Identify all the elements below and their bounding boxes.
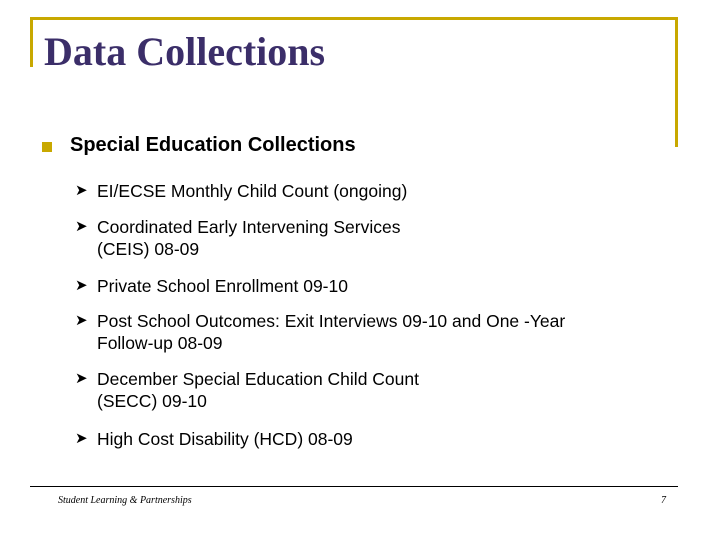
- sub-bullet: [75, 216, 675, 260]
- arrow-bullet-icon: ➤: [75, 182, 88, 199]
- sub-bullet-text: High Cost Disability (HCD) 08-09: [97, 429, 353, 449]
- arrow-bullet-icon: ➤: [75, 218, 88, 235]
- sub-bullet-text: Post School Outcomes: Exit Interviews 09-10 and One -Year Follow-up 08-09: [97, 311, 566, 353]
- arrow-bullet-icon: ➤: [75, 370, 88, 387]
- sub-bullet-text: Private School Enrollment 09-10: [97, 276, 348, 296]
- arrow-bullet-icon: ➤: [75, 277, 88, 294]
- page-number: 7: [661, 495, 666, 506]
- frame-top-border: [30, 17, 678, 20]
- sub-bullet: [75, 275, 675, 297]
- slide-title: Data Collections: [44, 29, 326, 74]
- sub-bullet-text: Coordinated Early Intervening Services (CEIS) 08-09: [97, 217, 401, 259]
- sub-bullet: [75, 310, 675, 354]
- frame-right-border: [675, 17, 678, 147]
- main-bullet-label: Special Education Collections: [70, 134, 356, 156]
- sub-bullet: [75, 180, 675, 202]
- main-bullet: [42, 134, 356, 157]
- arrow-bullet-icon: ➤: [75, 312, 88, 329]
- footer-divider: [30, 486, 678, 487]
- sub-bullet-text: EI/ECSE Monthly Child Count (ongoing): [97, 181, 408, 201]
- sub-bullet-text: December Special Education Child Count (SECC) 09-10: [97, 369, 419, 411]
- sub-bullet: [75, 428, 675, 450]
- arrow-bullet-icon: ➤: [75, 430, 88, 447]
- footer-text: Student Learning & Partnerships: [58, 495, 192, 506]
- frame-left-border: [30, 17, 33, 67]
- square-bullet-icon: [42, 142, 52, 152]
- sub-bullet: [75, 368, 675, 412]
